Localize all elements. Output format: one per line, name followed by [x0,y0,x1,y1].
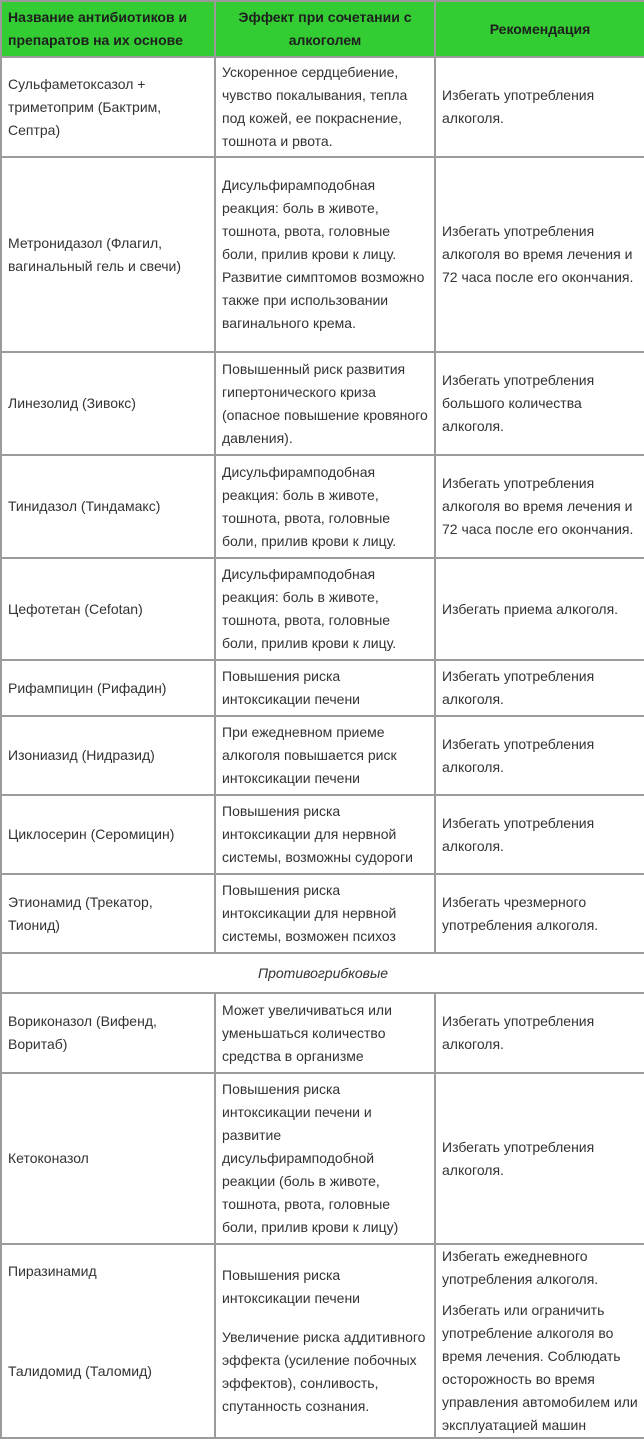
table-row [1,57,644,157]
drug-name-text: Талидомид (Таломид) [8,1362,152,1379]
effect-cell [215,1244,435,1438]
recommendation-cell: Избегать употребления большого количества алкоголя. [435,352,644,455]
effect-cell: Ускоренное сердцебиение, чувство покалывания, тепла под кожей, ее покраснение, тошнота и рвота. [215,57,435,157]
effect-text: Увеличение риска аддитивного эффекта (усиление побочных эффектов), сонливость, спутанность сознания. [222,1329,426,1414]
drug-name-cell: Этионамид (Трекатор, Тионид) [1,874,215,953]
table-row [1,716,644,795]
table-row [1,157,644,352]
effect-cell: Повышения риска интоксикации печени и развитие дисульфирамподобной реакции (боль в животе, тошнота, рвота, головные боли, прилив крови к лицу) [215,1073,435,1244]
drug-name-cell: Вориконазол (Вифенд, Воритаб) [1,993,215,1073]
recommendation-cell [435,1244,644,1438]
table-row [1,1244,644,1438]
drug-name-cell: Изониазид (Нидразид) [1,716,215,795]
recommendation-text: Избегать ежедневного употребления алкоголя. [442,1248,599,1287]
recommendation-cell: Избегать употребления алкоголя. [435,660,644,716]
section-antifungal: Противогрибковые [1,953,644,993]
recommendation-cell: Избегать употребления алкоголя. [435,993,644,1073]
recommendation-cell: Избегать употребления алкоголя. [435,1073,644,1244]
drug-name-cell [1,1244,215,1438]
header-row [1,1,644,57]
table-header [1,1,644,57]
drug-name-cell: Сульфаметоксазол + триметоприм (Бактрим, Септра) [1,57,215,157]
drug-name-cell: Циклосерин (Серомицин) [1,795,215,874]
effect-cell: Повышения риска интоксикации печени [215,660,435,716]
table-row [1,1073,644,1244]
recommendation-cell: Избегать употребления алкоголя. [435,57,644,157]
effect-text: Повышения риска интоксикации печени [222,1267,360,1306]
drug-name-cell: Линезолид (Зивокс) [1,352,215,455]
table-row [1,795,644,874]
drug-name-cell: Кетоконазол [1,1073,215,1244]
recommendation-text: Избегать или ограничить употребление алкоголя во время лечения. Соблюдать осторожность во время управления автомобилем или эксплуатацией машин [442,1302,638,1433]
effect-cell: Повышенный риск развития гипертонического криза (опасное повышение кровяного давления). [215,352,435,455]
table-row [1,455,644,558]
header-drug-name: Название антибиотиков и препаратов на их основе [1,1,215,57]
effect-cell: Повышения риска интоксикации для нервной системы, возможен психоз [215,874,435,953]
effect-cell: Дисульфирамподобная реакция: боль в животе, тошнота, рвота, головные боли, прилив крови к лицу. [215,558,435,660]
drug-name-cell: Метронидазол (Флагил, вагинальный гель и свечи) [1,157,215,352]
effect-cell: Может увеличиваться или уменьшаться количество средства в организме [215,993,435,1073]
header-recommendation: Рекомендация [435,1,644,57]
table-row [1,993,644,1073]
table-row [1,352,644,455]
drug-name-cell: Рифампицин (Рифадин) [1,660,215,716]
section-row [1,953,644,993]
effect-cell: Дисульфирамподобная реакция: боль в животе, тошнота, рвота, головные боли, прилив крови к лицу. [215,455,435,558]
table-row [1,660,644,716]
recommendation-cell: Избегать употребления алкоголя во время лечения и 72 часа после его окончания. [435,455,644,558]
recommendation-cell: Избегать употребления алкоголя во время лечения и 72 часа после его окончания. [435,157,644,352]
recommendation-cell: Избегать приема алкоголя. [435,558,644,660]
drug-name-cell: Тинидазол (Тиндамакс) [1,455,215,558]
table-row [1,558,644,660]
effect-cell: При ежедневном приеме алкоголя повышается риск интоксикации печени [215,716,435,795]
drug-name-cell: Цефотетан (Cefotan) [1,558,215,660]
header-alcohol-effect: Эффект при сочетании с алкоголем [215,1,435,57]
recommendation-cell: Избегать употребления алкоголя. [435,795,644,874]
recommendation-cell: Избегать употребления алкоголя. [435,716,644,795]
recommendation-cell: Избегать чрезмерного употребления алкоголя. [435,874,644,953]
effect-cell: Повышения риска интоксикации для нервной системы, возможны судороги [215,795,435,874]
table-row [1,874,644,953]
effect-cell: Дисульфирамподобная реакция: боль в животе, тошнота, рвота, головные боли, прилив крови к лицу. Развитие симптомов возможно также при использовании вагинального крема. [215,157,435,352]
drug-name-text: Пиразинамид [8,1262,97,1279]
table-body [1,57,644,1438]
